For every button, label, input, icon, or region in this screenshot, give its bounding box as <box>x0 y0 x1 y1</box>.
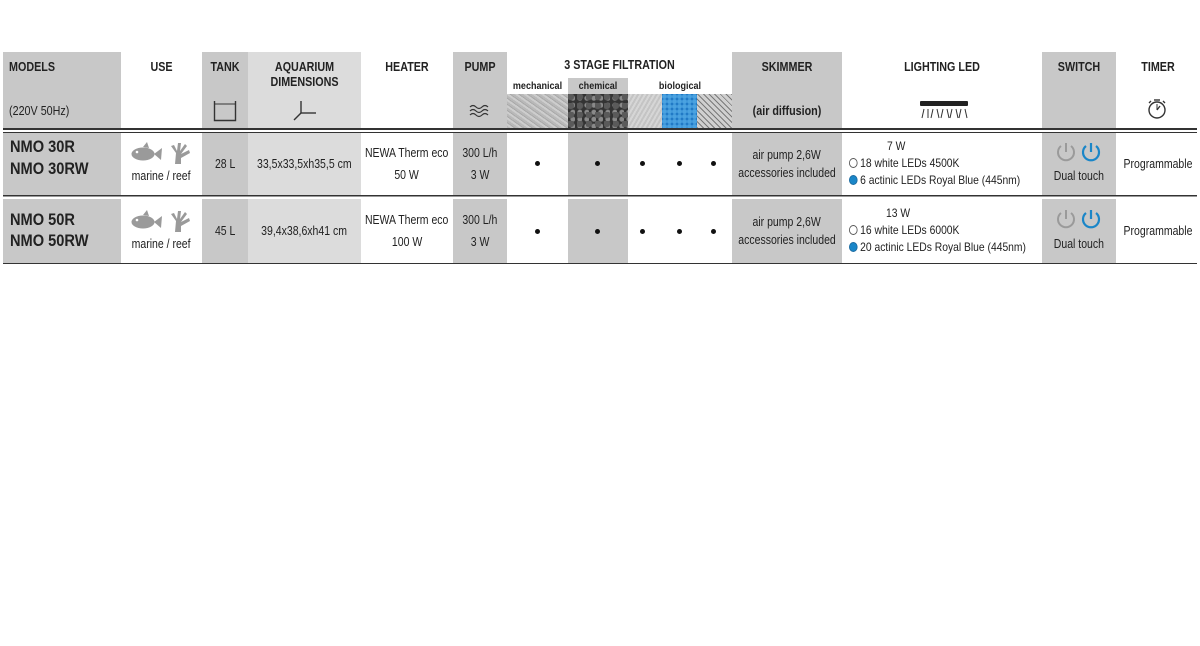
row1-skimmer-cell <box>732 133 842 195</box>
power-button-icon <box>1055 208 1105 232</box>
row1-pump-flow: 300 L/h <box>462 146 498 160</box>
row2-timer-cell <box>1116 199 1200 263</box>
white-led-icon <box>849 158 858 168</box>
row2-skimmer-pump: air pump 2,6W <box>752 215 822 229</box>
pump-header: PUMP <box>464 60 496 74</box>
row1-use: marine / reef <box>132 169 191 183</box>
row2-led-watt: 13 W <box>886 206 911 220</box>
row2-tank-cell <box>202 199 248 263</box>
row1-led-actinic: 6 actinic LEDs Royal Blue (445nm) <box>860 173 1021 187</box>
row2-model-2: NMO 50RW <box>10 231 89 250</box>
biological-ceramic-swatch <box>697 94 732 128</box>
tank-header: TANK <box>210 60 240 74</box>
row2-biological-dot-1 <box>640 229 645 234</box>
row2-timer: Programmable <box>1123 224 1193 238</box>
skimmer-header: SKIMMER <box>761 60 813 74</box>
row2-use-text-wrap <box>121 235 202 253</box>
row1-tank-cell <box>202 133 248 195</box>
row1-tank: 28 L <box>214 157 236 171</box>
row2-tank: 45 L <box>214 224 236 238</box>
tank-outline-icon <box>213 100 237 122</box>
row2-led-actinic: 20 actinic LEDs Royal Blue (445nm) <box>860 240 1026 254</box>
row2-switch: Dual touch <box>1053 237 1105 251</box>
row1-use-text-wrap <box>121 167 202 185</box>
lighting-header: LIGHTING LED <box>904 60 980 74</box>
row1-heater-model: NEWA Therm eco <box>365 146 449 160</box>
row1-switch-text-wrap <box>1042 167 1116 185</box>
header-rule <box>3 128 1197 130</box>
skimmer-subheader: (air diffusion) <box>752 104 822 118</box>
use-header: USE <box>150 60 173 74</box>
row2-dims: 39,4x38,6xh41 cm <box>261 224 348 238</box>
row2-pump-cell <box>453 199 507 263</box>
fish-coral-icon <box>121 208 202 236</box>
row2-biological-dot-3 <box>711 229 716 234</box>
row1-led-watt: 7 W <box>887 139 906 153</box>
row1-use-icon-wrap <box>121 140 202 168</box>
row2-heater-model: NEWA Therm eco <box>365 213 449 227</box>
power-button-icon <box>1055 141 1105 165</box>
row1-led-actinic-line <box>849 172 1020 188</box>
row1-chemical-dot <box>595 161 600 166</box>
biological-blue-media-swatch <box>662 94 697 128</box>
actinic-led-icon <box>849 242 858 252</box>
filtration-header: 3 STAGE FILTRATION <box>564 58 675 72</box>
row2-rule <box>3 263 1197 264</box>
dimensions-axes-icon <box>291 99 317 121</box>
row2-switch-text-wrap <box>1042 235 1116 253</box>
models-header: MODELS <box>9 60 56 74</box>
switch-header: SWITCH <box>1057 60 1101 74</box>
row1-heater-cell <box>361 133 453 195</box>
row1-dims-cell <box>248 133 361 195</box>
led-bar-icon <box>919 100 969 120</box>
actinic-led-icon <box>849 175 858 185</box>
row2-use-icon-wrap <box>121 208 202 236</box>
row1-biological-dot-1 <box>640 161 645 166</box>
row1-timer: Programmable <box>1123 157 1193 171</box>
mechanical-media-swatch <box>507 94 568 128</box>
filtration-sub-biological: biological <box>658 80 702 92</box>
voltage-note: (220V 50Hz) <box>9 104 70 118</box>
row1-biological-dot-2 <box>677 161 682 166</box>
row2-pump-flow: 300 L/h <box>462 213 498 227</box>
row2-dims-cell <box>248 199 361 263</box>
row1-model-1: NMO 30R <box>10 137 75 156</box>
row1-biological-dot-3 <box>711 161 716 166</box>
row1-led-white: 18 white LEDs 4500K <box>860 156 960 170</box>
row1-mechanical-dot <box>535 161 540 166</box>
dimensions-header: AQUARIUM DIMENSIONS <box>270 60 339 89</box>
filtration-sub-mechanical: mechanical <box>512 80 563 92</box>
timer-header: TIMER <box>1141 60 1175 74</box>
row2-led-white: 16 white LEDs 6000K <box>860 223 960 237</box>
row1-skimmer-pump: air pump 2,6W <box>752 148 822 162</box>
row1-model-2: NMO 30RW <box>10 159 89 178</box>
biological-media-swatch <box>628 94 662 128</box>
row1-skimmer-acc: accessories included <box>738 166 836 180</box>
fish-coral-icon <box>121 140 202 168</box>
row2-pump-watt: 3 W <box>470 235 490 249</box>
wave-flow-icon <box>469 104 491 118</box>
white-led-icon <box>849 225 858 235</box>
row2-skimmer-acc: accessories included <box>738 233 836 247</box>
row2-heater-cell <box>361 199 453 263</box>
row1-heater-watt: 50 W <box>394 168 420 182</box>
row2-mechanical-dot <box>535 229 540 234</box>
row2-led-actinic-line <box>849 239 1026 255</box>
row1-pump-cell <box>453 133 507 195</box>
chemical-media-swatch <box>568 94 628 128</box>
row1-pump-watt: 3 W <box>470 168 490 182</box>
row2-model-1: NMO 50R <box>10 210 75 229</box>
row2-skimmer-cell <box>732 199 842 263</box>
row2-chemical-dot <box>595 229 600 234</box>
row1-led-white-line <box>849 155 959 171</box>
row2-heater-watt: 100 W <box>391 235 423 249</box>
row2-use: marine / reef <box>132 237 191 251</box>
row2-biological-dot-2 <box>677 229 682 234</box>
row2-led-white-line <box>849 222 959 238</box>
row1-dims: 33,5x33,5xh35,5 cm <box>257 157 352 171</box>
row1-switch: Dual touch <box>1053 169 1105 183</box>
filtration-sub-chemical: chemical <box>578 80 618 92</box>
row1-timer-cell <box>1116 133 1200 195</box>
stopwatch-icon <box>1146 98 1168 120</box>
row-separator <box>3 196 1197 197</box>
heater-header: HEATER <box>385 60 429 74</box>
